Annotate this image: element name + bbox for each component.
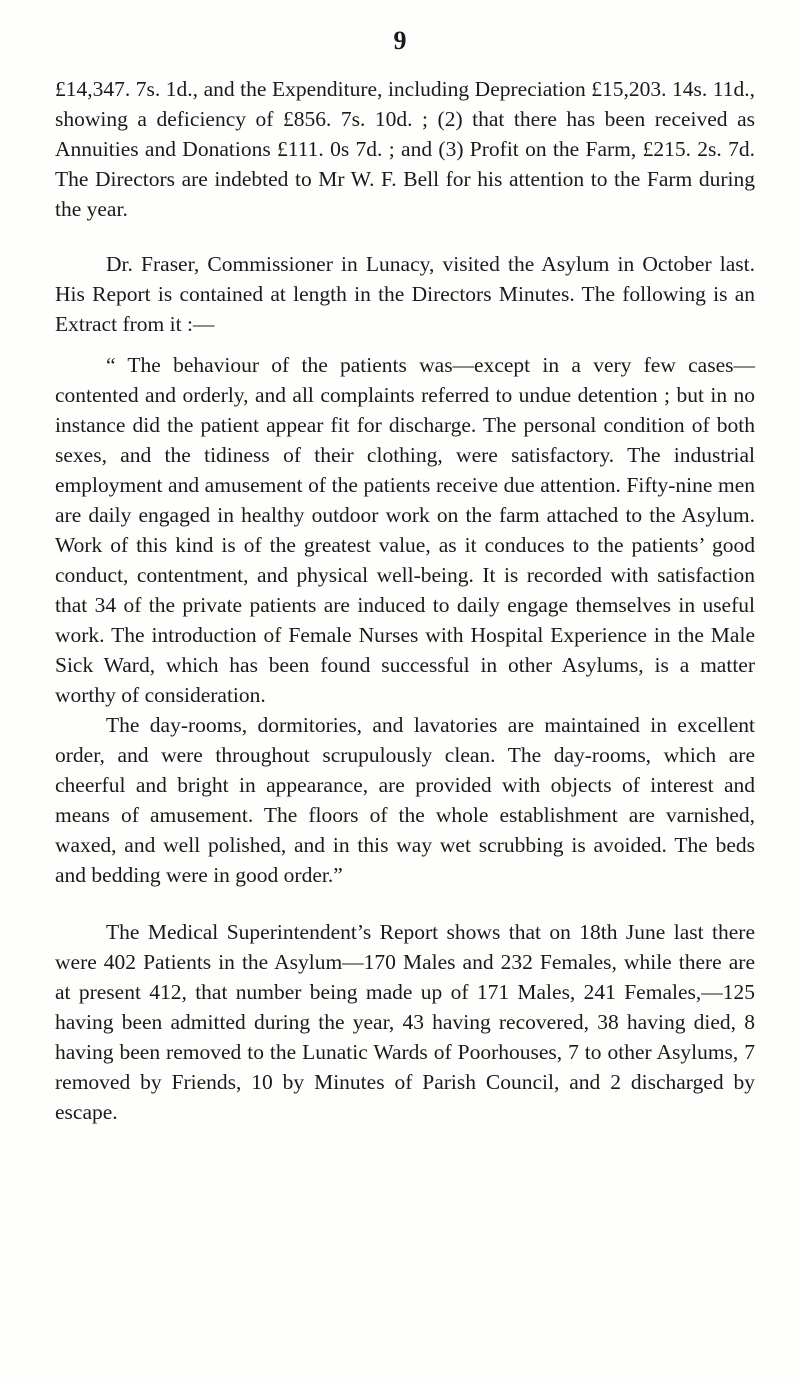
- body-text: [55, 74, 755, 1127]
- paragraph-report-extract: “ The behaviour of the patients was—except in a very few cases—contented and orderly, and all complaints referred to undue detention ; but in no instance did the patient appear fit for discharge. The personal condition of both sexes, and the tidiness of their clothing, were satisfactory. The industrial employment and amusement of the patients receive due attention. Fifty-nine men are daily engaged in healthy outdoor work on the farm attached to the Asylum. Work of this kind is of the greatest value, as it conduces to the patients’ good conduct, contentment, and physical well-being. It is recorded with satisfaction that 34 of the private patients are induced to daily engage themselves in useful work. The introduction of Female Nurses with Hospital Experience in the Male Sick Ward, which has been found successful in other Asylums, is a matter worthy of consideration.: [55, 353, 755, 707]
- page-number: 9: [393, 26, 407, 55]
- paragraph-finances: £14,347. 7s. 1d., and the Expenditure, including Depreciation £15,203. 14s. 11d., showing a deficiency of £856. 7s. 10d. ; (2) that there has been received as Annuities and Donations £111. 0s 7d. ; and (3) Profit on the Farm, £215. 2s. 7d. The Directors are indebted to Mr W. F. Bell for his attention to the Farm during the year.: [55, 77, 755, 221]
- paragraph-superintendent-report: The Medical Superintendent’s Report shows that on 18th June last there were 402 Patients in the Asylum—170 Males and 232 Females, while there are at present 412, that number being made up of 171 Males, 241 Females,—125 having been admitted during the year, 43 having recovered, 38 having died, 8 having been removed to the Lunatic Wards of Poorhouses, 7 to other Asylums, 7 removed by Friends, 10 by Minutes of Parish Council, and 2 discharged by escape.: [55, 920, 755, 1124]
- paragraph-commissioner-visit: Dr. Fraser, Commissioner in Lunacy, visited the Asylum in October last. His Report is contained at length in the Directors Minutes. The following is an Extract from it :—: [55, 252, 755, 336]
- paragraph-day-rooms: The day-rooms, dormitories, and lavatories are maintained in excellent order, and were throughout scrupulously clean. The day-rooms, which are cheerful and bright in appearance, are provided with objects of interest and means of amusement. The floors of the whole establishment are varnished, waxed, and well polished, and in this way wet scrubbing is avoided. The beds and bedding were in good order.”: [55, 713, 755, 887]
